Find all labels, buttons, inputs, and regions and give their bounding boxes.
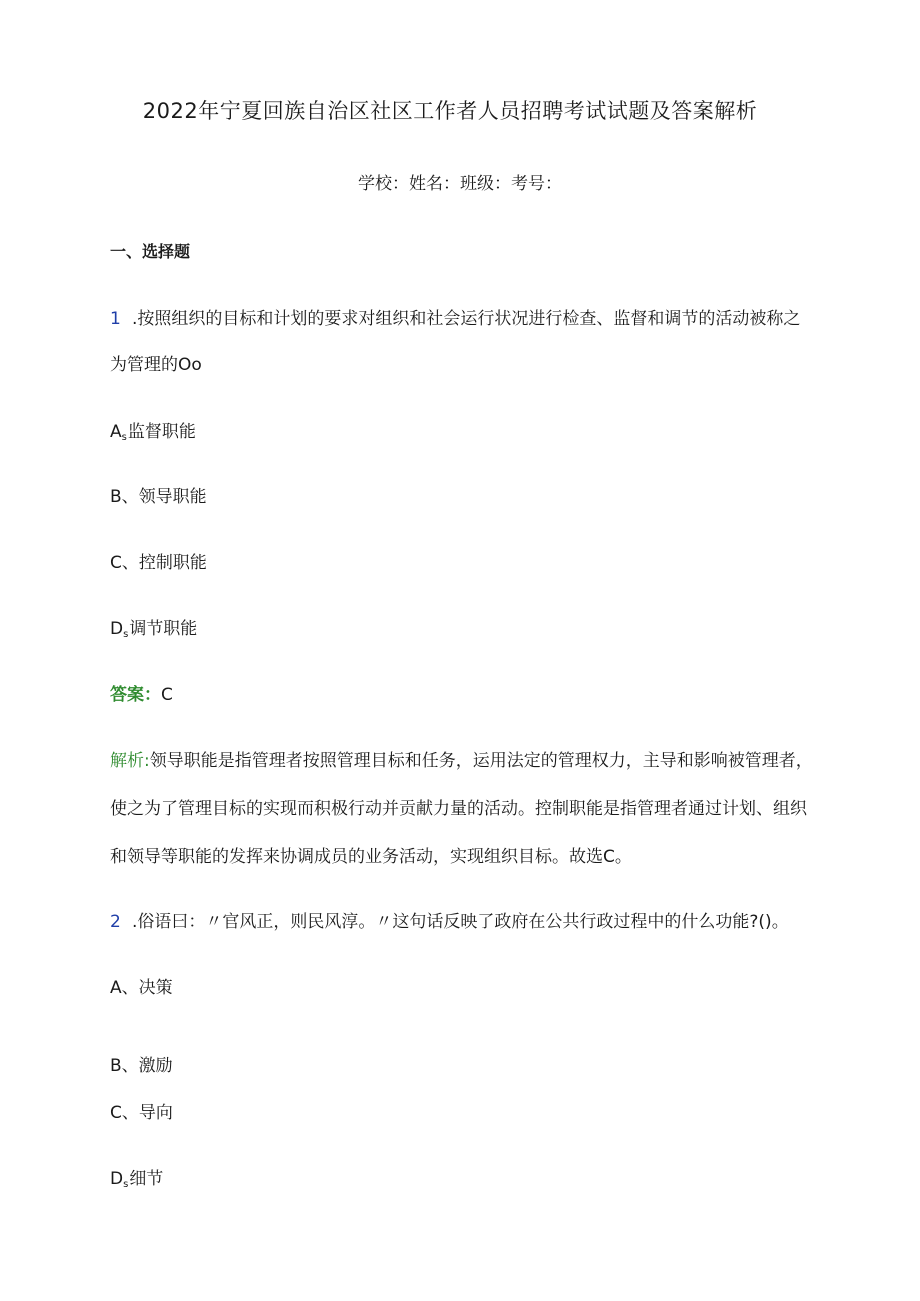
option-d: [110, 617, 197, 647]
option-c: [110, 1101, 173, 1125]
answer-line: [110, 683, 173, 707]
option-text: 控制职能: [138, 553, 207, 573]
document-title: 2022年宁夏回族自治区社区工作者人员招聘考试试题及答案解析: [142, 99, 758, 123]
option-letter: A: [110, 422, 122, 442]
option-text: 领导职能: [138, 487, 207, 507]
analysis-line-2: 使之为了管理目标的实现而积极行动并贡献力量的活动。控制职能是指管理者通过计划、组织: [110, 799, 807, 819]
option-text: 调节职能: [129, 619, 198, 639]
question-1-stem-cont: 为管理的Oo: [110, 355, 202, 375]
option-text: 监督职能: [127, 422, 196, 442]
option-letter: C: [110, 1103, 122, 1123]
student-info-line: 学校：姓名：班级：考号：: [358, 174, 562, 194]
option-separator: 、: [121, 978, 139, 998]
option-b: [110, 1054, 173, 1078]
question-number: 1: [110, 309, 121, 329]
option-letter: D: [110, 619, 124, 639]
option-separator: s: [123, 1179, 129, 1190]
option-separator: s: [123, 629, 129, 640]
option-separator: 、: [121, 487, 139, 507]
question-text-line1: .俗语曰：〃官风正，则民风淳。〃这句话反映了政府在公共行政过程中的什么功能?()。: [132, 912, 789, 932]
option-a: [110, 420, 196, 450]
option-text: 激励: [138, 1056, 173, 1076]
option-letter: C: [110, 553, 122, 573]
option-separator: 、: [121, 1103, 139, 1123]
option-letter: D: [110, 1169, 124, 1189]
question-2-stem: [110, 910, 789, 934]
option-separator: s: [121, 432, 127, 443]
option-separator: 、: [121, 1056, 139, 1076]
question-text-line1: .按照组织的目标和计划的要求对组织和社会运行状况进行检查、监督和调节的活动被称之: [132, 309, 801, 329]
answer-label: 答案：: [110, 685, 161, 705]
option-text: 导向: [138, 1103, 173, 1123]
option-text: 决策: [138, 978, 173, 998]
question-number: 2: [110, 912, 121, 932]
analysis-text: 领导职能是指管理者按照管理目标和任务，运用法定的管理权力，主导和影响被管理者，: [149, 751, 813, 771]
option-letter: A: [110, 978, 122, 998]
question-1-stem: [110, 307, 800, 331]
section-heading: 一、选择题: [110, 242, 191, 261]
option-d: [110, 1167, 163, 1197]
option-c: [110, 551, 207, 575]
analysis-line-3: 和领导等职能的发挥来协调成员的业务活动，实现组织目标。故选C。: [110, 847, 632, 867]
analysis-label: 解析:: [110, 751, 150, 771]
analysis-line-1: [110, 749, 813, 773]
option-letter: B: [110, 1056, 122, 1076]
option-separator: 、: [121, 553, 139, 573]
option-text: 细节: [129, 1169, 164, 1189]
option-a: [110, 976, 173, 1000]
option-b: [110, 485, 207, 509]
option-letter: B: [110, 487, 122, 507]
answer-value: C: [161, 685, 173, 705]
